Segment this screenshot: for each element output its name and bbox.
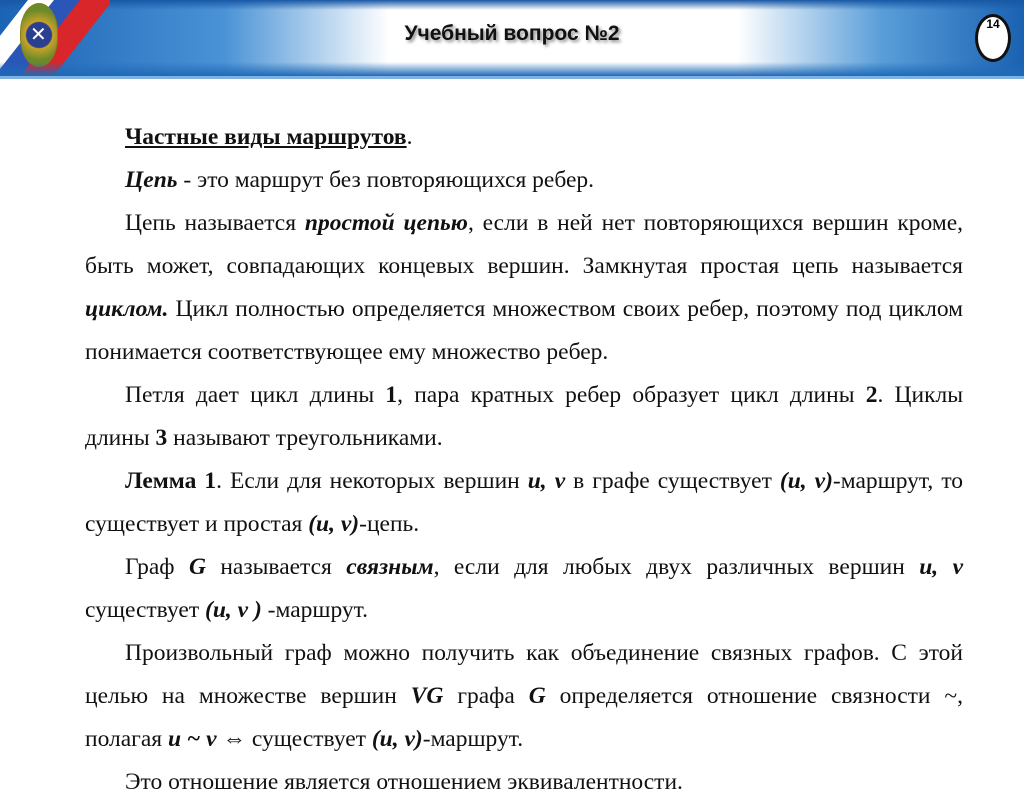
paragraph bbox=[85, 632, 963, 761]
text-run: -цепь. bbox=[359, 511, 420, 537]
text-run: называют треугольниками. bbox=[167, 425, 443, 451]
text-run: -маршрут. bbox=[422, 726, 524, 752]
text-run: Цикл полностью определяется множеством своих ребер, поэтому под циклом понимается соответствующее ему множество ребер. bbox=[85, 296, 963, 365]
emphasized-text: 2 bbox=[865, 382, 878, 408]
text-run: - это маршрут без повторяющихся ребер. bbox=[177, 167, 595, 193]
text-run: , пара кратных ребер образует цикл длины bbox=[397, 382, 866, 408]
emphasized-text: u, v bbox=[527, 468, 566, 494]
text-run: Цепь называется bbox=[125, 210, 305, 236]
section-heading bbox=[85, 116, 963, 159]
emphasized-text: (u, v ) bbox=[205, 597, 262, 623]
paragraph bbox=[85, 546, 963, 632]
paragraph bbox=[85, 159, 963, 202]
emphasized-text: Цепь bbox=[125, 167, 178, 193]
text-run: . Циклы длины bbox=[85, 382, 964, 451]
text-run: ⇔ существует bbox=[216, 726, 372, 752]
emphasized-text: 3 bbox=[155, 425, 168, 451]
text-run: -маршрут. bbox=[261, 597, 369, 623]
text-run: Это отношение является отношением эквивалентности. bbox=[125, 769, 683, 795]
slide-header bbox=[0, 0, 1024, 76]
paragraph bbox=[85, 460, 963, 546]
text-run: Граф bbox=[125, 554, 189, 580]
text-run: в графе существует bbox=[565, 468, 780, 494]
text-run: -маршрут, то существует и простая bbox=[85, 468, 964, 537]
slide-body bbox=[85, 116, 963, 804]
emphasized-text: Частные виды маршрутов bbox=[125, 124, 407, 150]
text-run: называется bbox=[205, 554, 347, 580]
paragraph bbox=[85, 374, 963, 460]
text-run: , если в ней нет повторяющихся вершин кроме, быть может, совпадающих концевых вершин. Замкнутая простая цепь называется bbox=[85, 210, 964, 279]
emblem-logo-icon: ✕ bbox=[20, 3, 58, 67]
page-number: 14 bbox=[975, 14, 1011, 62]
emphasized-text: u, v bbox=[919, 554, 964, 580]
paragraph bbox=[85, 202, 963, 374]
emphasized-text: G bbox=[528, 683, 546, 709]
emphasized-text: (u, v) bbox=[371, 726, 423, 752]
emphasized-text: циклом. bbox=[85, 296, 169, 322]
text-run: определяется отношение связности ~, полагая bbox=[85, 683, 963, 752]
emphasized-text: G bbox=[188, 554, 206, 580]
text-run: , если для любых двух различных вершин bbox=[433, 554, 920, 580]
text-run: графа bbox=[443, 683, 529, 709]
text-run: . Если для некоторых вершин bbox=[216, 468, 528, 494]
emphasized-text: VG bbox=[410, 683, 444, 709]
emphasized-text: 1 bbox=[385, 382, 398, 408]
emphasized-text: простой цепью bbox=[304, 210, 468, 236]
paragraph bbox=[85, 761, 963, 804]
emphasized-text: (u, v) bbox=[308, 511, 360, 537]
emphasized-text: связным bbox=[346, 554, 434, 580]
slide-title: Учебный вопрос №2 bbox=[404, 22, 620, 45]
header-divider bbox=[0, 76, 1024, 79]
text-run: существует bbox=[85, 597, 205, 623]
emphasized-text: u ~ v bbox=[167, 726, 217, 752]
text-run: Петля дает цикл длины bbox=[125, 382, 386, 408]
emphasized-text: (u, v) bbox=[779, 468, 833, 494]
emphasized-text: Лемма 1 bbox=[125, 468, 217, 494]
text-run: . bbox=[406, 124, 413, 150]
text-run: Произвольный граф можно получить как объединение связных графов. С этой целью на множестве вершин bbox=[85, 640, 963, 709]
